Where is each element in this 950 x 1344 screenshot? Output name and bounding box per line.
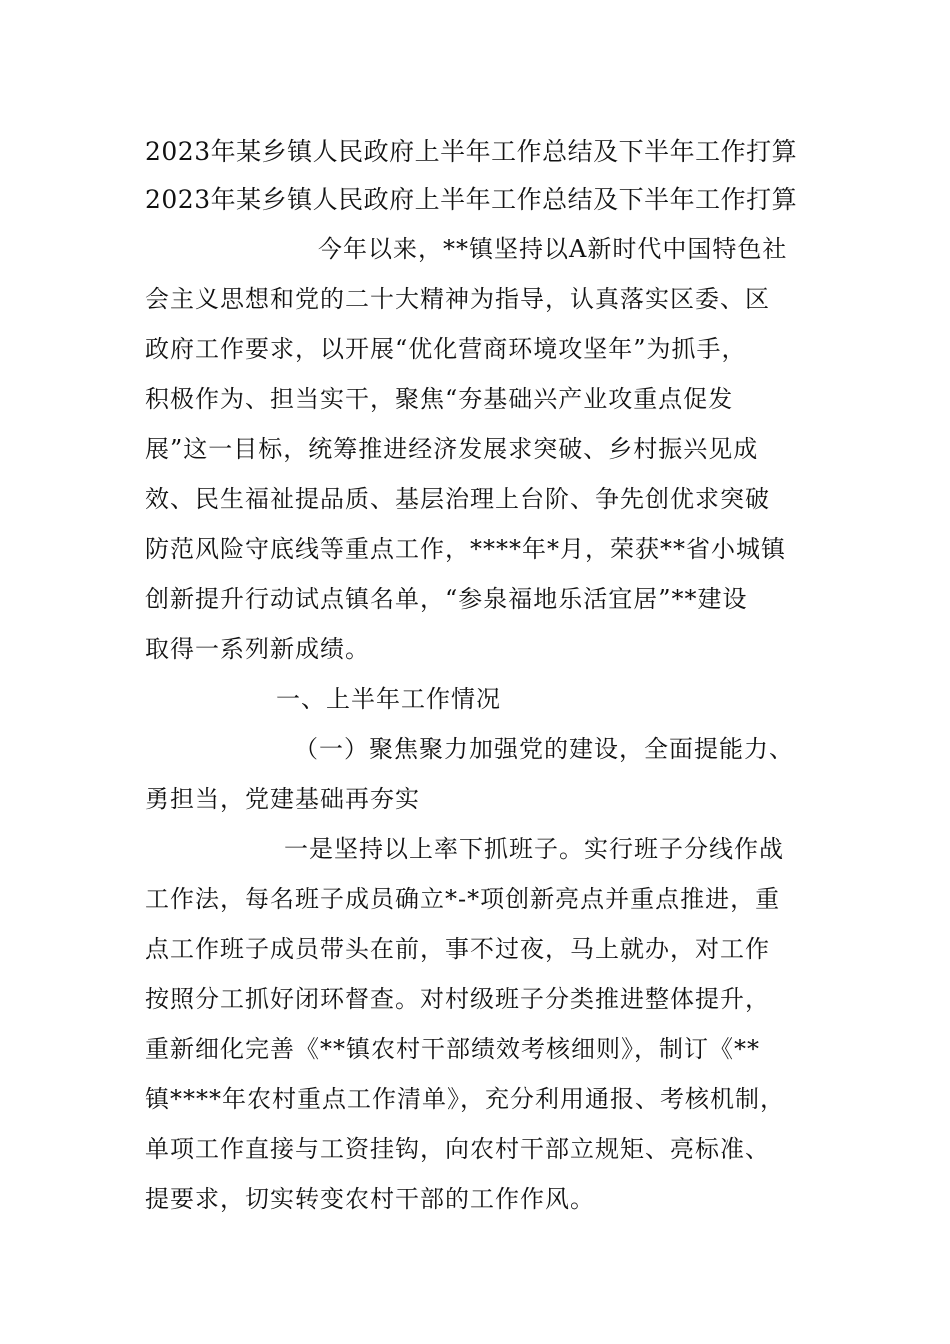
paragraph-1-line-5: 展”这一目标，统筹推进经济发展求突破、乡村振兴见成	[145, 435, 759, 463]
paragraph-1-line-9: 取得一系列新成绩。	[145, 635, 370, 663]
section-heading: 一、上半年工作情况	[276, 685, 501, 713]
paragraph-1-line-3: 政府工作要求，以开展“优化营商环境攻坚年”为抓手，	[145, 335, 747, 363]
document-title: 2023年某乡镇人民政府上半年工作总结及下半年工作打算	[145, 137, 798, 166]
paragraph-2-line-6: 镇****年农村重点工作清单》，充分利用通报、考核机制，	[145, 1085, 785, 1113]
paragraph-1-line-2: 会主义思想和党的二十大精神为指导，认真落实区委、区	[145, 285, 770, 313]
paragraph-1-line-8: 创新提升行动试点镇名单，“参泉福地乐活宜居”**建设	[145, 585, 748, 613]
subsection-heading-line-1: （一）聚焦聚力加强党的建设，全面提能力、	[294, 735, 794, 763]
paragraph-2-line-7: 单项工作直接与工资挂钩，向农村干部立规矩、亮标准、	[145, 1135, 770, 1163]
paragraph-2-line-8: 提要求，切实转变农村干部的工作作风。	[145, 1185, 595, 1213]
paragraph-2-line-1: 一是坚持以上率下抓班子。实行班子分线作战	[284, 835, 784, 863]
document-title-repeat: 2023年某乡镇人民政府上半年工作总结及下半年工作打算	[145, 185, 798, 214]
paragraph-1-line-7: 防范风险守底线等重点工作，****年*月，荣获**省小城镇	[145, 535, 786, 563]
paragraph-1-line-1: 今年以来，**镇坚持以A新时代中国特色社	[318, 235, 788, 263]
paragraph-2-line-4: 按照分工抓好闭环督查。对村级班子分类推进整体提升，	[145, 985, 770, 1013]
paragraph-1-line-6: 效、民生福祉提品质、基层治理上台阶、争先创优求突破	[145, 485, 770, 513]
subsection-heading-line-2: 勇担当，党建基础再夯实	[145, 785, 420, 813]
paragraph-1-line-4: 积极作为、担当实干，聚焦“夯基础兴产业攻重点促发	[145, 385, 734, 413]
paragraph-2-line-2: 工作法，每名班子成员确立*-*项创新亮点并重点推进，重	[145, 885, 781, 913]
paragraph-2-line-3: 点工作班子成员带头在前，事不过夜，马上就办，对工作	[145, 935, 770, 963]
paragraph-2-line-5: 重新细化完善《**镇农村干部绩效考核细则》，制订《**	[145, 1035, 760, 1063]
